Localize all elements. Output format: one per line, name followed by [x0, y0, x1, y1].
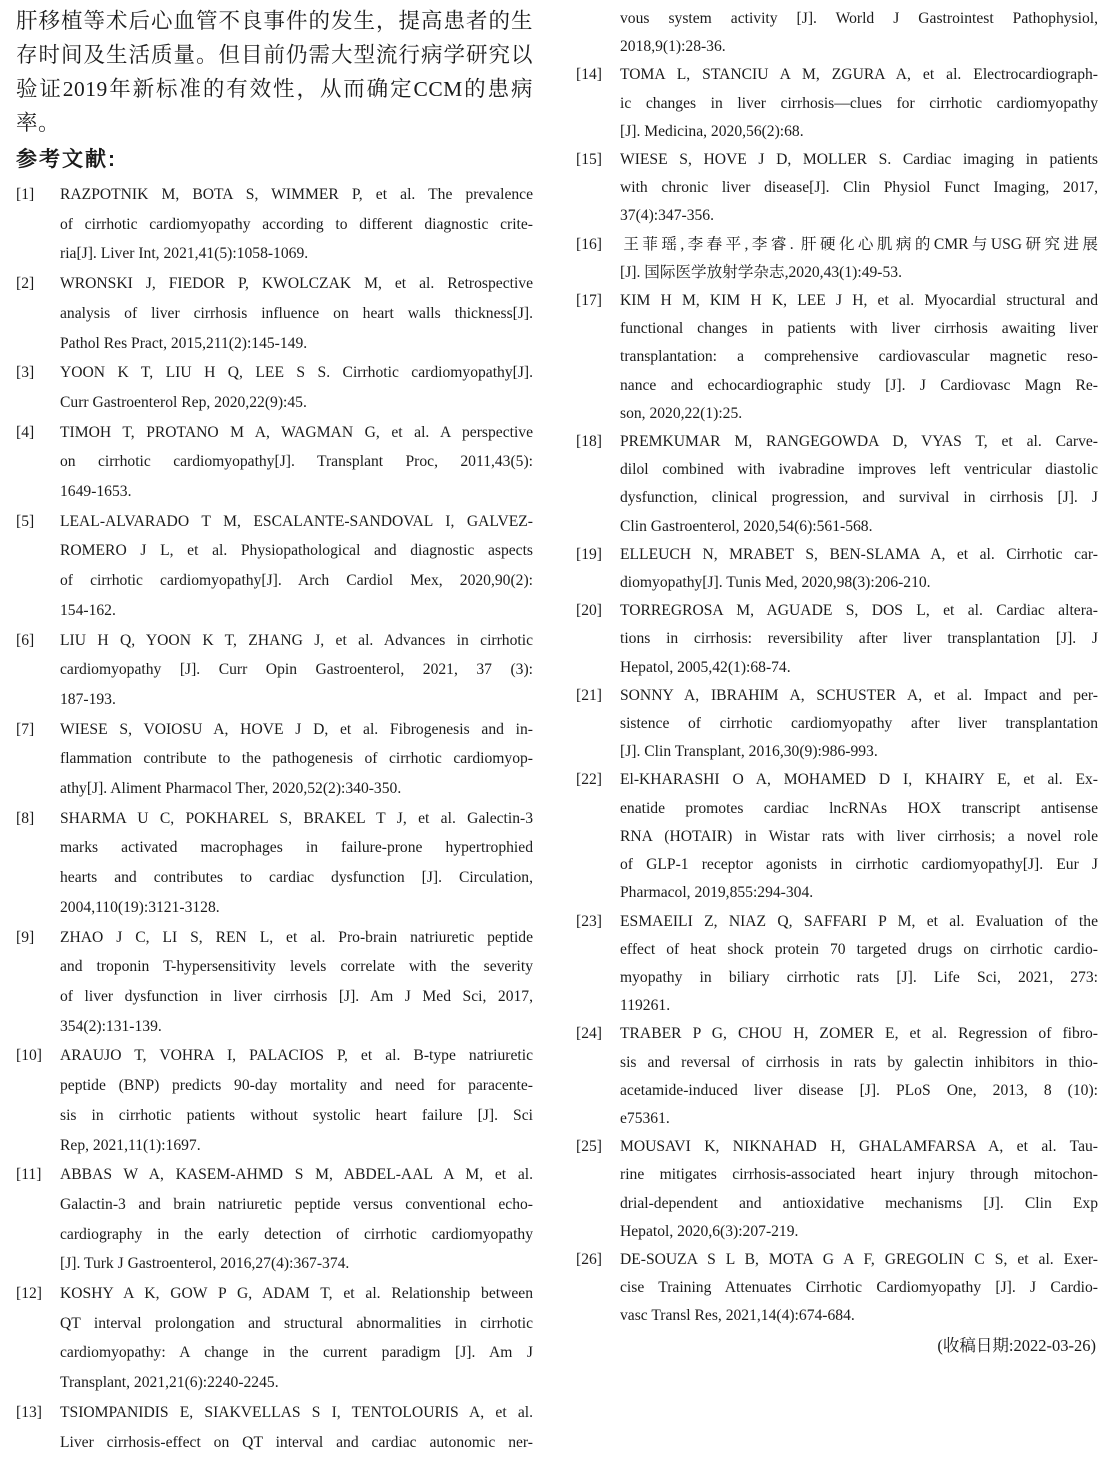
reference-line: drial-dependent and antioxidative mechanisms [J]. Clin Exp: [620, 1194, 1098, 1212]
reference-number: [20]: [576, 602, 602, 620]
reference-item: [16, 715, 533, 804]
reference-line: [19] ELLEUCH N, MRABET S, BEN-SLAMA A, et al. Cirrhotic car-: [576, 541, 1098, 569]
reference-line: cardiography in the early detection of cirrhotic cardiomyopathy: [60, 1225, 533, 1243]
reference-item: [576, 908, 1098, 1021]
reference-number: [21]: [576, 686, 602, 704]
reference-line: 37(4):347-356.: [620, 207, 714, 225]
reference-item: [16, 1279, 533, 1398]
reference-line: [17] KIM H M, KIM H K, LEE J H, et al. Myocardial structural and: [576, 287, 1098, 315]
reference-line: [6] LIU H Q, YOON K T, ZHANG J, et al. Advances in cirrhotic: [16, 626, 533, 656]
reference-number: [15]: [576, 151, 602, 169]
reference-line: 1649-1653.: [60, 483, 132, 501]
reference-line: 187-193.: [60, 690, 116, 708]
reference-number: [22]: [576, 771, 602, 789]
reference-line: [J]. 国际医学放射学杂志,2020,43(1):49-53.: [620, 263, 902, 281]
reference-number: [9]: [16, 928, 35, 946]
reference-item: [576, 428, 1098, 541]
reference-line: tions in cirrhosis: reversibility after liver transplantation [J]. J: [620, 630, 1098, 648]
reference-line: transplantation: a comprehensive cardiovascular magnetic reso-: [620, 348, 1098, 366]
reference-list-left: [16, 180, 533, 1457]
reference-number: [18]: [576, 433, 602, 451]
reference-line: analysis of liver cirrhosis influence on heart walls thickness[J].: [60, 304, 533, 322]
reference-line: with chronic liver disease[J]. Clin Physiol Funct Imaging, 2017,: [620, 179, 1098, 197]
reference-line: Liver cirrhosis-effect on QT interval and cardiac autonomic ner-: [60, 1433, 533, 1451]
reference-line: Rep, 2021,11(1):1697.: [60, 1136, 201, 1154]
reference-item: [576, 1020, 1098, 1133]
reference-line: diomyopathy[J]. Tunis Med, 2020,98(3):206-210.: [620, 574, 931, 592]
reference-line: ria[J]. Liver Int, 2021,41(5):1058-1069.: [60, 245, 309, 263]
reference-item: [576, 597, 1098, 682]
reference-line: of GLP-1 receptor agonists in cirrhotic cardiomyopathy[J]. Eur J: [620, 856, 1098, 874]
reference-line: ROMERO J L, et al. Physiopathological and diagnostic aspects: [60, 542, 533, 560]
reference-line: [14] TOMA L, STANCIU A M, ZGURA A, et al. Electrocardiograph-: [576, 61, 1098, 89]
reference-line: [11] ABBAS W A, KASEM-AHMD S M, ABDEL-AAL A M, et al.: [16, 1160, 533, 1190]
reference-line: e75361.: [620, 1109, 670, 1127]
reference-number: [3]: [16, 364, 35, 382]
reference-line: [12] KOSHY A K, GOW P G, ADAM T, et al. Relationship between: [16, 1279, 533, 1309]
reference-line: son, 2020,22(1):25.: [620, 404, 743, 422]
reference-line: cardiomyopathy [J]. Curr Opin Gastroenterol, 2021, 37 (3):: [60, 661, 533, 679]
reference-number: [26]: [576, 1250, 602, 1268]
reference-line: Pathol Res Pract, 2015,211(2):145-149.: [60, 334, 308, 352]
reference-line: 354(2):131-139.: [60, 1017, 162, 1035]
reference-item: [576, 766, 1098, 907]
reference-line: [13] TSIOMPANIDIS E, SIAKVELLAS S I, TENTOLOURIS A, et al.: [16, 1398, 533, 1428]
reference-line: 2004,110(19):3121-3128.: [60, 898, 220, 916]
reference-item: [16, 269, 533, 358]
reference-line: [2] WRONSKI J, FIEDOR P, KWOLCZAK M, et al. Retrospective: [16, 269, 533, 299]
reference-item: [576, 287, 1098, 428]
reference-line: hearts and contributes to cardiac dysfunction [J]. Circulation,: [60, 869, 533, 887]
reference-number: [7]: [16, 720, 35, 738]
reference-line: [9] ZHAO J C, LI S, REN L, et al. Pro-brain natriuretic peptide: [16, 923, 533, 953]
reference-line: cise Training Attenuates Cirrhotic Cardiomyopathy [J]. J Cardio-: [620, 1279, 1098, 1297]
reference-item: [16, 358, 533, 417]
reference-line: 154-162.: [60, 601, 116, 619]
reference-number: [2]: [16, 275, 35, 293]
reference-item: [576, 61, 1098, 146]
reference-line: sis in cirrhotic patients without systolic heart failure [J]. Sci: [60, 1106, 533, 1124]
reference-line: dilol combined with ivabradine improves left ventricular diastolic: [620, 461, 1098, 479]
reference-item: [576, 1133, 1098, 1246]
reference-number: [11]: [16, 1166, 42, 1184]
reference-line: marks activated macrophages in failure-prone hypertrophied: [60, 839, 533, 857]
reference-line: Hepatol, 2005,42(1):68-74.: [620, 658, 791, 676]
reference-line: QT interval prolongation and structural abnormalities in cirrhotic: [60, 1314, 533, 1332]
reference-line: vasc Transl Res, 2021,14(4):674-684.: [620, 1307, 855, 1325]
reference-line: [20] TORREGROSA M, AGUADE S, DOS L, et al. Cardiac altera-: [576, 597, 1098, 625]
reference-number: [13]: [16, 1403, 42, 1421]
reference-line: of cirrhotic cardiomyopathy[J]. Arch Cardiol Mex, 2020,90(2):: [60, 572, 533, 590]
reference-item: [16, 804, 533, 923]
reference-line: [18] PREMKUMAR M, RANGEGOWDA D, VYAS T, et al. Carve-: [576, 428, 1098, 456]
reference-number: [4]: [16, 423, 35, 441]
reference-item: [16, 180, 533, 269]
reference-item: [16, 923, 533, 1042]
reference-line: [J]. Turk J Gastroenterol, 2016,27(4):367-374.: [60, 1255, 350, 1273]
reference-line: [23] ESMAEILI Z, NIAZ Q, SAFFARI P M, et al. Evaluation of the: [576, 908, 1098, 936]
reference-line: [22] El-KHARASHI O A, MOHAMED D I, KHAIRY E, et al. Ex-: [576, 766, 1098, 794]
reference-line: [16] 王菲瑶,李春平,李睿. 肝硬化心肌病的CMR与USG研究进展: [576, 231, 1098, 259]
reference-item: [16, 507, 533, 626]
reference-item: [16, 418, 533, 507]
reference-line: myopathy in biliary cirrhotic rats [J]. Life Sci, 2021, 273:: [620, 968, 1098, 986]
reference-list-right: [576, 61, 1098, 1330]
reference-line: Galactin-3 and brain natriuretic peptide versus conventional echo-: [60, 1195, 533, 1213]
left-column: [16, 0, 533, 1464]
reference-line: Pharmacol, 2019,855:294-304.: [620, 884, 814, 902]
reference-line: effect of heat shock protein 70 targeted drugs on cirrhotic cardio-: [620, 940, 1098, 958]
reference-line: of liver dysfunction in liver cirrhosis [J]. Am J Med Sci, 2017,: [60, 987, 533, 1005]
reference-number: [23]: [576, 912, 602, 930]
reference-line: nance and echocardiographic study [J]. J Cardiovasc Magn Re-: [620, 376, 1098, 394]
reference-line: [15] WIESE S, HOVE J D, MOLLER S. Cardiac imaging in patients: [576, 146, 1098, 174]
reference-line: of cirrhotic cardiomyopathy according to different diagnostic crite-: [60, 215, 533, 233]
reference-line: RNA (HOTAIR) in Wistar rats with liver cirrhosis; a novel role: [620, 827, 1098, 845]
reference-number: [6]: [16, 631, 35, 649]
reference-line: functional changes in patients with liver cirrhosis awaiting liver: [620, 320, 1098, 338]
intro-paragraph: 肝移植等术后心血管不良事件的发生，提高患者的生存时间及生活质量。但目前仍需大型流行病学研究以验证2019年新标准的有效性，从而确定CCM的患病率。: [16, 9, 533, 135]
reference-item: [16, 1398, 533, 1457]
reference-line: and troponin T-hypersensitivity levels correlate with the severity: [60, 958, 533, 976]
reference-line: acetamide-induced liver disease [J]. PLoS One, 2013, 8 (10):: [620, 1081, 1098, 1099]
right-column: [576, 0, 1098, 1464]
reference-line: [8] SHARMA U C, POKHAREL S, BRAKEL T J, et al. Galectin-3: [16, 804, 533, 834]
reference-line: dysfunction, clinical progression, and survival in cirrhosis [J]. J: [620, 489, 1098, 507]
reference-line: ic changes in liver cirrhosis—clues for cirrhotic cardiomyopathy: [620, 94, 1098, 112]
reference-item: [576, 5, 1098, 61]
reference-item: [16, 1041, 533, 1160]
reference-line: [7] WIESE S, VOIOSU A, HOVE J D, et al. Fibrogenesis and in-: [16, 715, 533, 745]
reference-item: [16, 1160, 533, 1279]
reference-line: athy[J]. Aliment Pharmacol Ther, 2020,52(2):340-350.: [60, 780, 402, 798]
reference-number: [25]: [576, 1138, 602, 1156]
reference-line: 119261.: [620, 997, 671, 1015]
reference-line: Clin Gastroenterol, 2020,54(6):561-568.: [620, 517, 873, 535]
reference-line: [J]. Medicina, 2020,56(2):68.: [620, 122, 804, 140]
reference-line: [J]. Clin Transplant, 2016,30(9):986-993.: [620, 743, 878, 761]
reference-line: sistence of cirrhotic cardiomyopathy after liver transplantation: [620, 715, 1098, 733]
reference-line: [10] ARAUJO T, VOHRA I, PALACIOS P, et al. B-type natriuretic: [16, 1041, 533, 1071]
reference-line: vous system activity [J]. World J Gastrointest Pathophysiol,: [620, 10, 1098, 27]
reference-line: rine mitigates cirrhosis-associated heart injury through mitochon-: [620, 1166, 1098, 1184]
reference-line: 2018,9(1):28-36.: [620, 38, 726, 56]
reference-13-continuation: [576, 5, 1098, 61]
reference-line: [26] DE-SOUZA S L B, MOTA G A F, GREGOLIN C S, et al. Exer-: [576, 1246, 1098, 1274]
reference-item: [576, 146, 1098, 231]
reference-line: Hepatol, 2020,6(3):207-219.: [620, 1222, 799, 1240]
reference-number: [12]: [16, 1285, 42, 1303]
reference-number: [19]: [576, 545, 602, 563]
reference-number: [5]: [16, 512, 35, 530]
reference-line: enatide promotes cardiac lncRNAs HOX transcript antisense: [620, 799, 1098, 817]
reference-line: [21] SONNY A, IBRAHIM A, SCHUSTER A, et al. Impact and per-: [576, 682, 1098, 710]
reference-number: [16]: [576, 235, 602, 253]
reference-number: [14]: [576, 66, 602, 84]
reference-line: Curr Gastroenterol Rep, 2020,22(9):45.: [60, 393, 307, 411]
reference-item: [576, 1246, 1098, 1331]
reference-line: flammation contribute to the pathogenesis of cirrhotic cardiomyop-: [60, 750, 533, 768]
received-date: (收稿日期:2022-03-26): [937, 1335, 1096, 1355]
reference-item: [576, 682, 1098, 767]
reference-line: [3] YOON K T, LIU H Q, LEE S S. Cirrhotic cardiomyopathy[J].: [16, 358, 533, 388]
reference-item: [576, 231, 1098, 287]
reference-line: peptide (BNP) predicts 90-day mortality and need for paracente-: [60, 1077, 533, 1095]
reference-number: [1]: [16, 186, 35, 203]
reference-line: on cirrhotic cardiomyopathy[J]. Transplant Proc, 2011,43(5):: [60, 453, 533, 471]
reference-line: [24] TRABER P G, CHOU H, ZOMER E, et al. Regression of fibro-: [576, 1020, 1098, 1048]
reference-number: [10]: [16, 1047, 42, 1065]
references-heading: 参考文献:: [16, 148, 117, 171]
reference-line: sis and reversal of cirrhosis in rats by galectin inhibitors in thio-: [620, 1053, 1098, 1071]
reference-item: [16, 626, 533, 715]
reference-line: Transplant, 2021,21(6):2240-2245.: [60, 1374, 279, 1392]
reference-line: [1] RAZPOTNIK M, BOTA S, WIMMER P, et al. The prevalence: [16, 180, 533, 210]
reference-line: [5] LEAL-ALVARADO T M, ESCALANTE-SANDOVAL I, GALVEZ-: [16, 507, 533, 537]
reference-line: [25] MOUSAVI K, NIKNAHAD H, GHALAMFARSA A, et al. Tau-: [576, 1133, 1098, 1161]
reference-line: [4] TIMOH T, PROTANO M A, WAGMAN G, et al. A perspective: [16, 418, 533, 448]
reference-line: cardiomyopathy: A change in the current paradigm [J]. Am J: [60, 1344, 533, 1362]
reference-item: [576, 541, 1098, 597]
reference-number: [8]: [16, 809, 35, 827]
reference-number: [17]: [576, 292, 602, 310]
reference-number: [24]: [576, 1025, 602, 1043]
